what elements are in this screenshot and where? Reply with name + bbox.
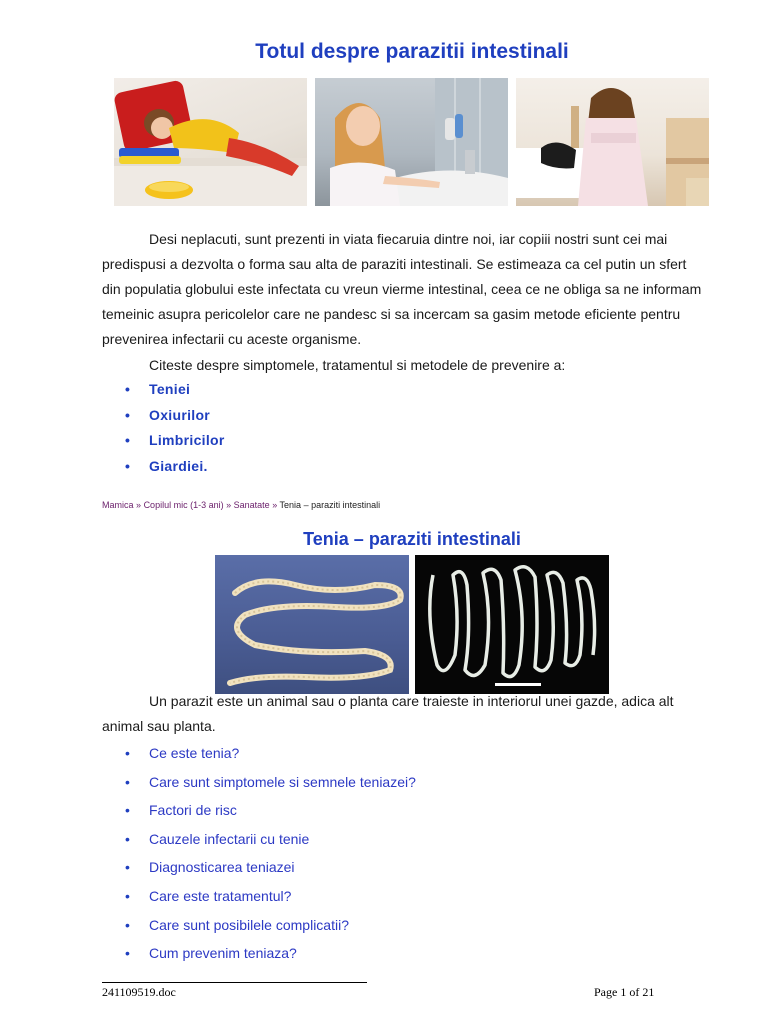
link-giardiei[interactable]: • Giardiei. bbox=[102, 454, 225, 480]
parasite-links-list bbox=[102, 377, 225, 479]
tapeworm-photo-strip bbox=[215, 555, 609, 694]
breadcrumb-separator: » bbox=[136, 500, 142, 510]
topic-link-factori-de-risc[interactable]: • Factori de risc bbox=[102, 796, 416, 825]
girl-in-bedroom-photo bbox=[516, 78, 709, 206]
section-title: Tenia – paraziti intestinali bbox=[303, 529, 521, 549]
document-title: Totul despre parazitii intestinali bbox=[255, 40, 569, 63]
breadcrumb-current: Tenia – paraziti intestinali bbox=[279, 500, 381, 510]
topic-link-simptome[interactable]: • Care sunt simptomele si semnele teniazei? bbox=[102, 768, 416, 797]
breadcrumb bbox=[102, 500, 380, 510]
section-paragraph-text: Un parazit este un animal sau o planta care traieste in interiorul unei gazde, adica alt animal sau planta. bbox=[102, 693, 674, 734]
topic-link-diagnosticare[interactable]: • Diagnosticarea teniazei bbox=[102, 853, 416, 882]
breadcrumb-separator: » bbox=[226, 500, 232, 510]
topic-link-tratament[interactable]: • Care este tratamentul? bbox=[102, 882, 416, 911]
intro-paragraph bbox=[102, 227, 708, 352]
link-limbricilor[interactable]: • Limbricilor bbox=[102, 428, 225, 454]
intro-lead-text: Citeste despre simptomele, tratamentul si metodele de prevenire a: bbox=[149, 357, 566, 373]
footer-page-number: Page 1 of 21 bbox=[594, 985, 655, 999]
breadcrumb-item-copilul-mic[interactable]: Copilul mic (1-3 ani) bbox=[143, 500, 224, 510]
tenia-topics-list bbox=[102, 739, 416, 968]
girl-washing-hands-photo bbox=[315, 78, 508, 206]
breadcrumb-item-sanatate[interactable]: Sanatate bbox=[233, 500, 270, 510]
section-paragraph bbox=[102, 689, 708, 739]
tapeworm-on-black-photo bbox=[415, 555, 609, 694]
link-teniei[interactable]: • Teniei bbox=[102, 377, 225, 403]
topic-link-prevenire[interactable]: • Cum prevenim teniaza? bbox=[102, 939, 416, 968]
breadcrumb-item-mamica[interactable]: Mamica bbox=[102, 500, 134, 510]
top-photo-strip bbox=[114, 78, 709, 206]
breadcrumb-separator: » bbox=[272, 500, 278, 510]
intro-paragraph-text: Desi neplacuti, sunt prezenti in viata fiecaruia dintre noi, iar copiii nostri sunt cei mai predispusi a dezvolta o forma sau alta de paraziti intestinali. Se estimeaza ca cel putin un sfert din populatia globului este infectata cu vreun vierme intestinal, ceea ce ne obliga sa ne informam temeinic asupra pericolelor care ne pandesc si sa incercam sa gasim metode eficiente pentru prevenirea infectarii cu aceste organisme. bbox=[102, 231, 702, 347]
footer-divider bbox=[102, 982, 367, 983]
tapeworm-on-blue-photo bbox=[215, 555, 409, 694]
topic-link-complicatii[interactable]: • Care sunt posibilele complicatii? bbox=[102, 911, 416, 940]
link-oxiurilor[interactable]: • Oxiurilor bbox=[102, 403, 225, 429]
intro-lead bbox=[102, 353, 708, 378]
topic-link-ce-este-tenia[interactable]: • Ce este tenia? bbox=[102, 739, 416, 768]
topic-link-cauze[interactable]: • Cauzele infectarii cu tenie bbox=[102, 825, 416, 854]
child-lying-on-sofa-photo bbox=[114, 78, 307, 206]
footer-filename: 241109519.doc bbox=[102, 985, 176, 999]
